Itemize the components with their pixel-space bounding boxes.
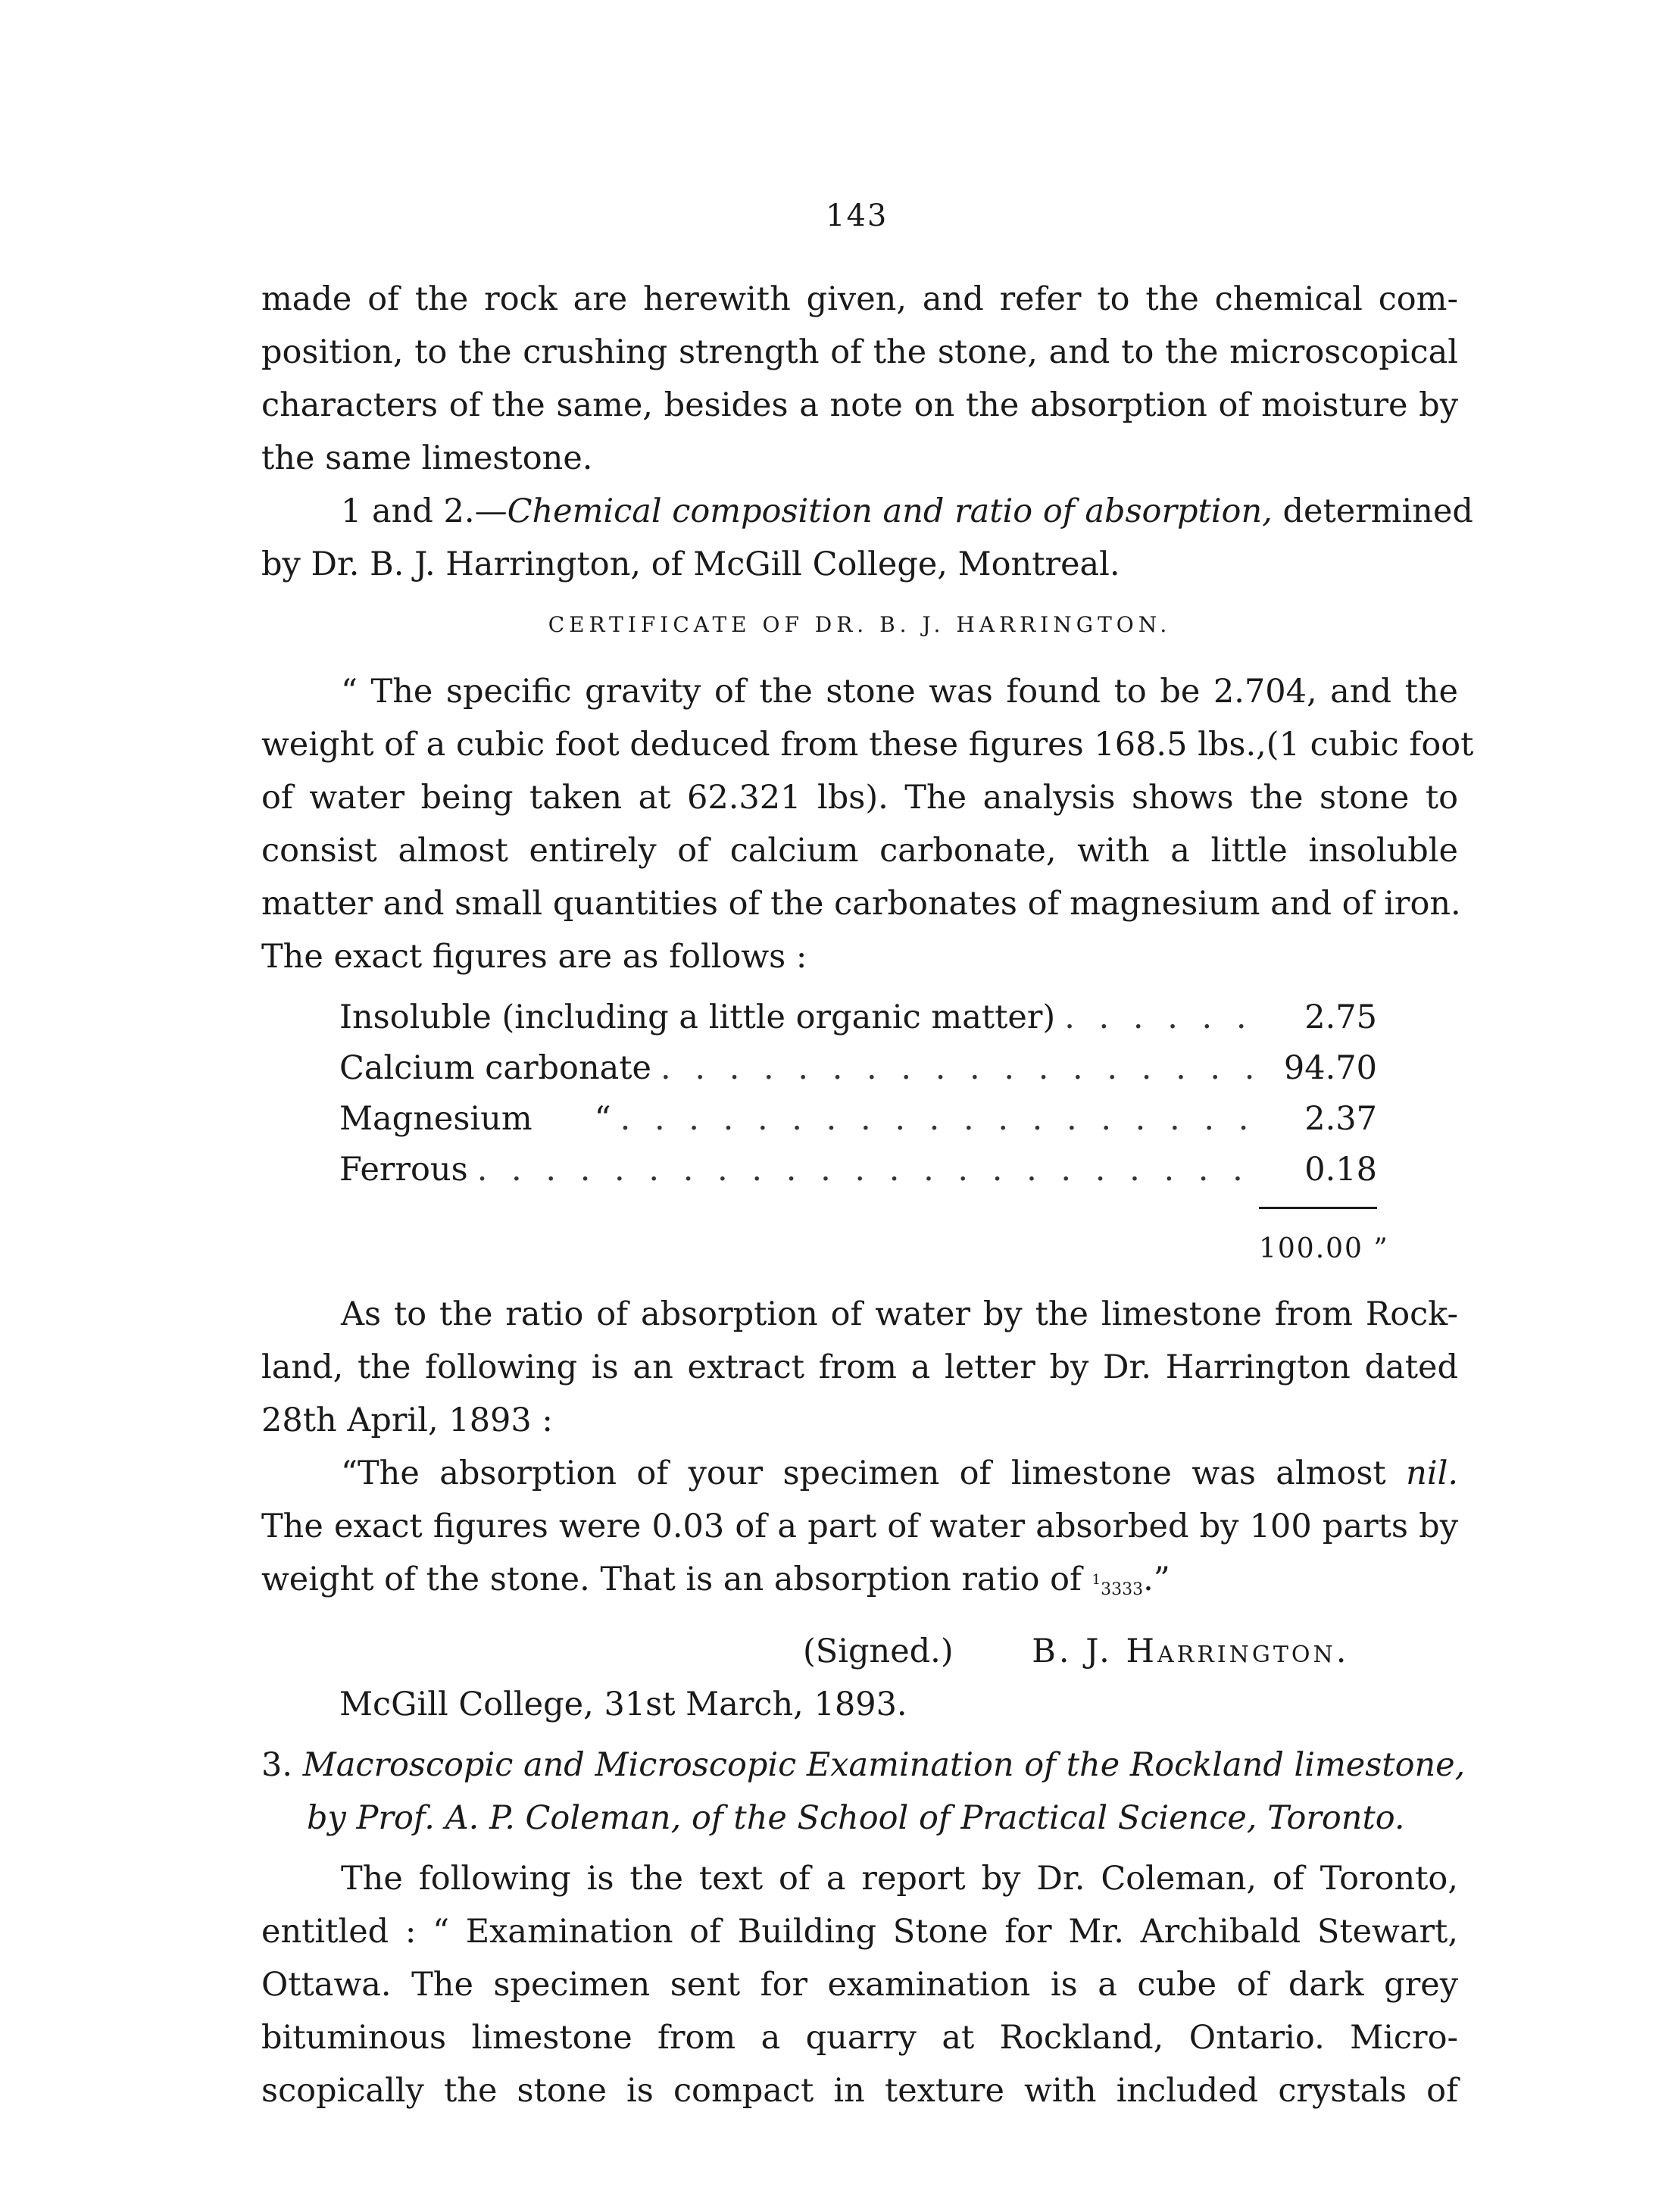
table-row: [339, 1094, 1377, 1145]
text-line: weight of a cubic foot deduced from these figures 168.5 lbs.,(1 cubic foot: [261, 726, 1474, 764]
text-line: The exact figures are as follows :: [261, 938, 807, 976]
row-label: Calcium carbonate: [339, 1049, 652, 1087]
quote-line: [261, 1447, 1458, 1500]
fraction-numerator: 1: [1092, 1572, 1101, 1588]
section-1-2-title: Chemical composition and ratio of absorption,: [507, 492, 1273, 530]
row-label: Ferrous: [339, 1151, 468, 1189]
signed-label: (Signed.): [803, 1632, 954, 1670]
analysis-total: 100.00 ”: [1259, 1233, 1389, 1264]
analysis-table: [339, 992, 1377, 1195]
dot-leader: [620, 1094, 1254, 1145]
text-line: “ The specific gravity of the stone was found to be 2.704, and the: [341, 673, 1458, 711]
section-3-title-line-2: by Prof. A. P. Coleman, of the School of Practical Science, Toronto.: [307, 1799, 1405, 1837]
quote-line: [261, 1553, 1458, 1617]
page-number: 143: [826, 198, 889, 233]
text-line: position, to the crushing strength of the stone, and to the microscopical: [261, 333, 1458, 371]
table-row: [339, 992, 1377, 1043]
text-line: Ottawa. The specimen sent for examination is a cube of dark grey: [261, 1966, 1458, 2004]
text-line: As to the ratio of absorption of water by the limestone from Rock-: [341, 1295, 1458, 1333]
section-1-2-prefix: 1 and 2.—: [341, 492, 508, 530]
report-paragraph: [261, 1852, 1458, 2117]
quote-paragraph: [261, 1447, 1458, 1617]
row-value: 2.37: [1304, 1100, 1377, 1138]
text-line: characters of the same, besides a note on the absorption of moisture by: [261, 386, 1458, 424]
row-label: Magnesium “: [339, 1100, 611, 1138]
row-value: 0.18: [1304, 1151, 1377, 1189]
dot-leader: [661, 1043, 1254, 1094]
section-3-title-line: [261, 1739, 1466, 1792]
text-line: The following is the text of a report by Dr. Coleman, of Toronto,: [341, 1860, 1458, 1898]
absorption-paragraph: [261, 1288, 1458, 1447]
fraction-denominator: 3333: [1101, 1580, 1144, 1599]
intro-paragraph: [261, 273, 1458, 485]
certificate-heading: CERTIFICATE OF DR. B. J. HARRINGTON.: [548, 612, 1172, 637]
section-1-2-heading-line: [261, 485, 1473, 538]
section-1-2-paragraph: [261, 485, 1473, 591]
dot-leader: [477, 1145, 1254, 1195]
text-line: made of the rock are herewith given, and refer to the chemical com-: [261, 280, 1458, 318]
quote-text: weight of the stone. That is an absorption ratio of: [261, 1561, 1092, 1598]
table-row: [339, 1145, 1377, 1195]
text-line: 28th April, 1893 :: [261, 1401, 553, 1439]
text-line: consist almost entirely of calcium carbonate, with a little insoluble: [261, 832, 1458, 870]
text-line: by Dr. B. J. Harrington, of McGill College, Montreal.: [261, 545, 1120, 583]
text-line: land, the following is an extract from a letter by Dr. Harrington dated: [261, 1348, 1458, 1386]
absorption-fraction: [1092, 1572, 1144, 1599]
text-line: matter and small quantities of the carbonates of magnesium and of iron.: [261, 885, 1461, 923]
section-3-heading: [261, 1739, 1466, 1845]
signature-date: McGill College, 31st March, 1893.: [339, 1686, 907, 1723]
table-row: [339, 1043, 1377, 1094]
total-rule: [1259, 1207, 1377, 1209]
text-line: of water being taken at 62.321 lbs). The analysis shows the stone to: [261, 779, 1458, 817]
text-line: scopically the stone is compact in texture with included crystals of: [261, 2072, 1458, 2110]
certificate-paragraph: [261, 665, 1474, 983]
signatory-name: B. J. Harrington.: [1032, 1632, 1350, 1670]
quote-nil: nil.: [1406, 1454, 1458, 1492]
dot-leader: [1064, 992, 1254, 1043]
section-3-number: 3.: [261, 1746, 293, 1784]
quote-text: “The absorption of your specimen of limestone was almost: [341, 1454, 1407, 1492]
text-line: The exact figures were 0.03 of a part of water absorbed by 100 parts by: [261, 1507, 1458, 1545]
quote-text-end: .”: [1143, 1561, 1170, 1598]
section-3-title: Macroscopic and Microscopic Examination of the Rockland limestone,: [302, 1746, 1466, 1784]
text-line: bituminous limestone from a quarry at Rockland, Ontario. Micro-: [261, 2019, 1458, 2057]
section-1-2-rest: determined: [1272, 492, 1473, 530]
row-value: 94.70: [1283, 1049, 1377, 1087]
row-value: 2.75: [1304, 998, 1377, 1036]
signature-line: [803, 1625, 1379, 1678]
row-label: Insoluble (including a little organic matter): [339, 998, 1056, 1036]
text-line: entitled : “ Examination of Building Stone for Mr. Archibald Stewart,: [261, 1913, 1458, 1951]
text-line: the same limestone.: [261, 439, 593, 477]
